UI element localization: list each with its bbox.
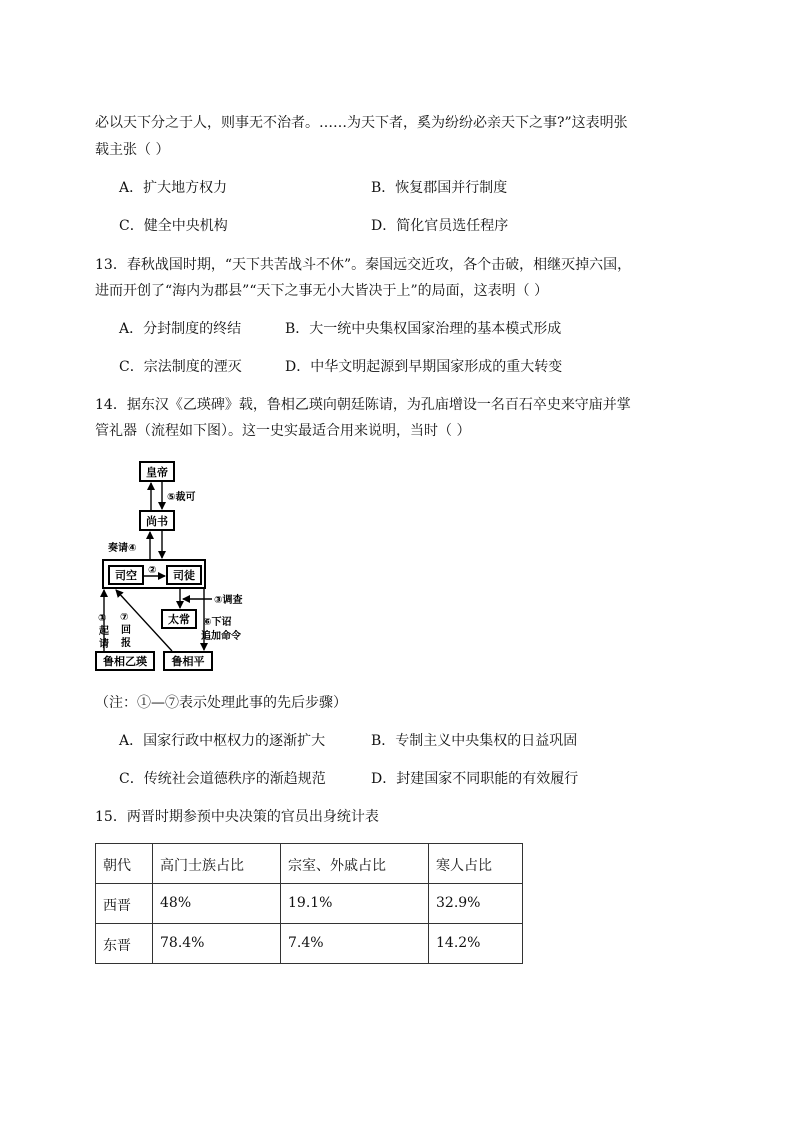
q14-stem-line2: 管礼器（流程如下图）。这一史实最适合用来说明，当时（ ） — [95, 423, 471, 439]
label-step1-b: 请 — [99, 639, 109, 650]
q15-title: 15．两晋时期参预中央决策的官员出身统计表 — [95, 809, 379, 825]
label-luxiang-ping: 鲁相平 — [171, 655, 205, 668]
q13-stem-line2: 进而开创了“海内为郡县”“天下之事无小大皆决于上”的局面，这表明（ ） — [95, 283, 549, 299]
q14-option-d[interactable]: D．封建国家不同职能的有效履行 — [371, 771, 579, 787]
label-step7-b: 报 — [121, 638, 131, 649]
official-origin-table — [95, 843, 523, 964]
q14-option-c[interactable]: C．传统社会道德秩序的渐趋规范 — [119, 771, 326, 787]
label-luxiang-yiying: 鲁相乙瑛 — [103, 655, 147, 668]
q13-option-a[interactable]: A．分封制度的终结 — [119, 321, 242, 337]
q12-option-b[interactable]: B．恢复郡国并行制度 — [371, 180, 508, 196]
table-row — [96, 884, 523, 924]
q13-stem-line1: 13．春秋战国时期，“天下共苦战斗不休”。秦国远交近攻，各个击破，相继灭掉六国， — [95, 257, 632, 273]
q14-option-b[interactable]: B．专制主义中央集权的日益巩固 — [371, 733, 578, 749]
label-sikong: 司空 — [115, 569, 137, 582]
table-row — [96, 924, 523, 964]
q13-option-c[interactable]: C．宗法制度的湮灭 — [119, 359, 242, 375]
label-step3: ③调查 — [214, 595, 243, 606]
label-step1-a: 起 — [99, 626, 109, 637]
table-header-cell: 宗室、外戚占比 — [281, 844, 429, 884]
label-step2: ② — [148, 565, 157, 576]
table-cell: 7.4% — [281, 924, 429, 964]
table-header-cell: 高门士族占比 — [153, 844, 281, 884]
label-step6-a: ⑥下诏 — [203, 617, 232, 628]
table-cell: 14.2% — [429, 924, 523, 964]
label-situ: 司徒 — [173, 569, 195, 582]
q12-option-c[interactable]: C．健全中央机构 — [119, 218, 228, 234]
q12-option-d[interactable]: D．简化官员选任程序 — [371, 218, 509, 234]
label-step4: 奏请④ — [108, 543, 137, 554]
label-step7-a: 回 — [121, 625, 131, 636]
table-cell: 东晋 — [96, 924, 153, 964]
table-header-row — [96, 844, 523, 884]
q14-option-a[interactable]: A．国家行政中枢权力的逐渐扩大 — [119, 733, 326, 749]
q13-option-b[interactable]: B．大一统中央集权国家治理的基本模式形成 — [285, 321, 562, 337]
table-cell: 48% — [153, 884, 281, 924]
label-shangshu: 尚书 — [146, 515, 168, 528]
label-step1-num: ① — [98, 613, 107, 624]
flow-diagram — [88, 456, 263, 674]
q12-stem-line2: 载主张（ ） — [95, 142, 170, 158]
table-cell: 19.1% — [281, 884, 429, 924]
label-step6-b: 追加命令 — [201, 631, 241, 642]
q14-note: （注：①—⑦表示处理此事的先后步骤） — [95, 695, 347, 711]
table-header-cell: 朝代 — [96, 844, 153, 884]
table-cell: 32.9% — [429, 884, 523, 924]
label-step5: ⑤裁可 — [167, 492, 196, 503]
table-header-cell: 寒人占比 — [429, 844, 523, 884]
label-step7-num: ⑦ — [120, 612, 129, 623]
label-taichang: 太常 — [168, 613, 190, 626]
q12-option-a[interactable]: A．扩大地方权力 — [119, 180, 228, 196]
q13-option-d[interactable]: D．中华文明起源到早期国家形成的重大转变 — [285, 359, 563, 375]
q12-stem-line1: 必以天下分之于人，则事无不治者。……为天下者，奚为纷纷必亲天下之事?”这表明张 — [95, 115, 628, 131]
q14-stem-line1: 14．据东汉《乙瑛碑》载，鲁相乙瑛向朝廷陈请，为孔庙增设一名百石卒史来守庙并掌 — [95, 397, 631, 413]
label-huangdi: 皇帝 — [146, 466, 168, 479]
table-cell: 78.4% — [153, 924, 281, 964]
table-cell: 西晋 — [96, 884, 153, 924]
